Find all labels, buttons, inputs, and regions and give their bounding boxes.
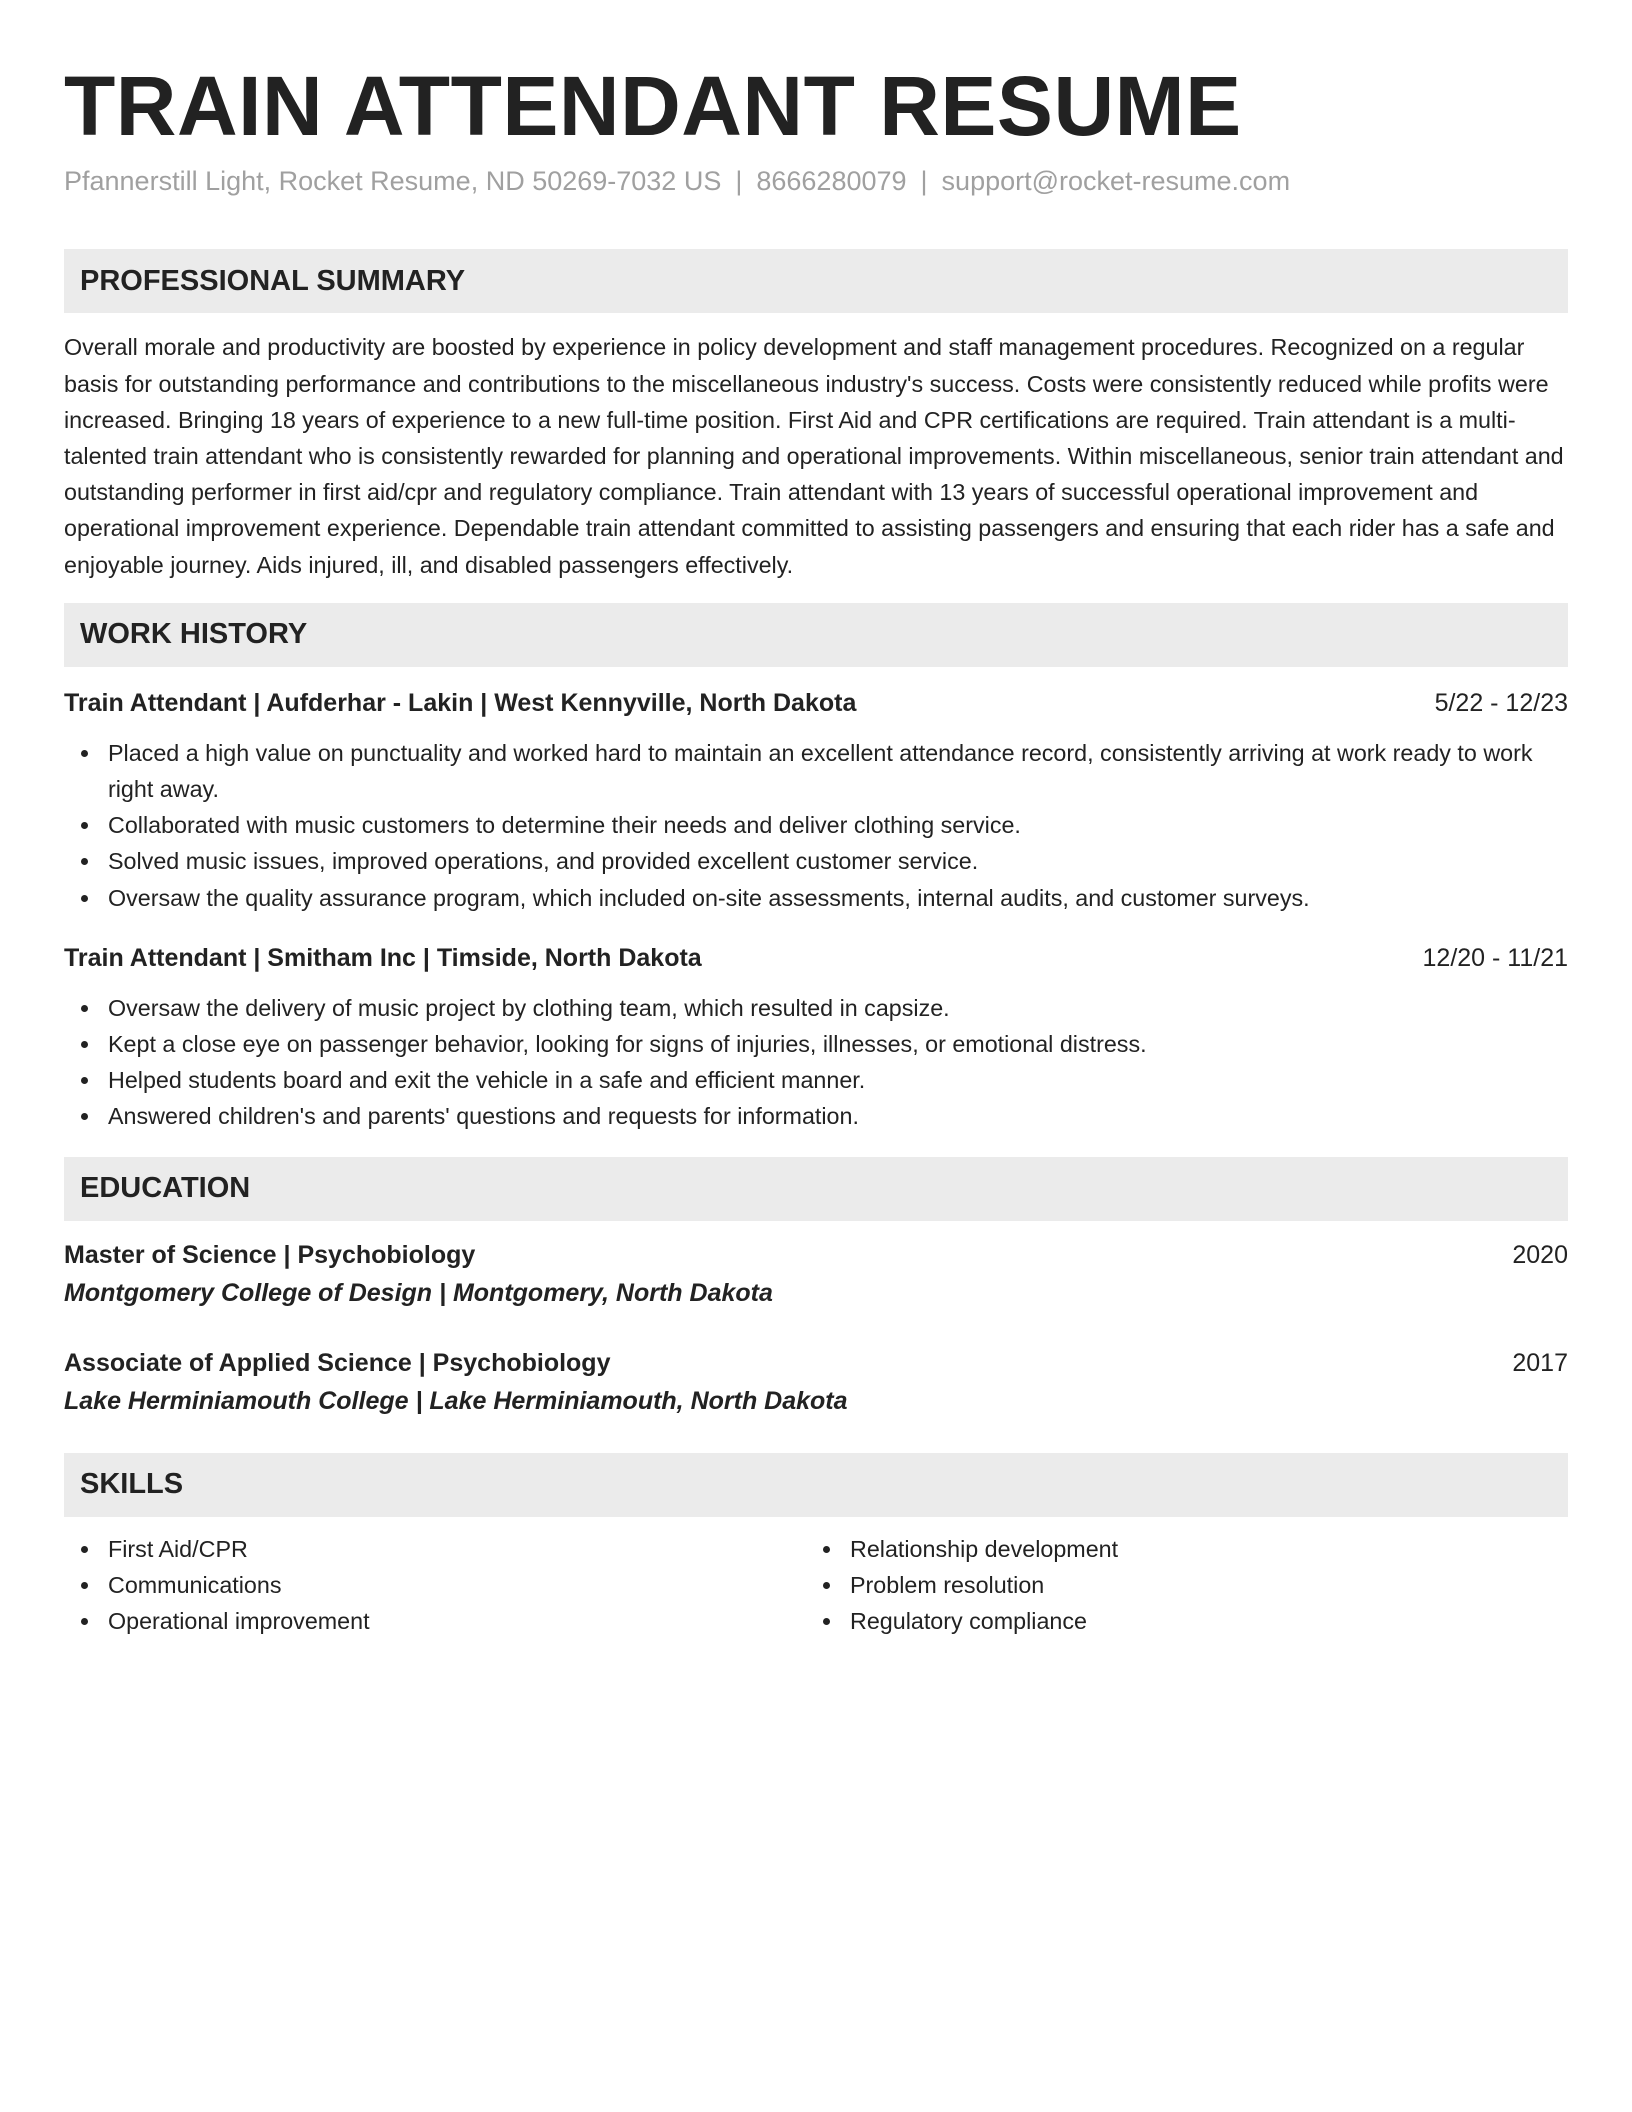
section-header-skills: SKILLS <box>64 1453 1568 1517</box>
list-item: Answered children's and parents' questions and requests for information. <box>64 1098 1568 1134</box>
contact-line <box>64 166 1568 197</box>
education-entry <box>64 1237 1568 1311</box>
section-header-summary: PROFESSIONAL SUMMARY <box>64 249 1568 313</box>
contact-separator: | <box>920 166 928 197</box>
contact-address: Pfannerstill Light, Rocket Resume, ND 50269-7032 US <box>64 166 722 197</box>
education-year: 2020 <box>1512 1240 1568 1269</box>
job-bullets <box>64 735 1568 916</box>
contact-phone: 8666280079 <box>756 166 907 197</box>
skill-item: Problem resolution <box>806 1567 1568 1603</box>
section-header-work-history: WORK HISTORY <box>64 603 1568 667</box>
list-item: Kept a close eye on passenger behavior, looking for signs of injuries, illnesses, or emotional distress. <box>64 1026 1568 1062</box>
list-item: Oversaw the quality assurance program, which included on-site assessments, internal audits, and customer surveys. <box>64 880 1568 916</box>
job-title: Train Attendant | Aufderhar - Lakin | West Kennyville, North Dakota <box>64 688 857 717</box>
education-header <box>64 1237 1568 1273</box>
education-entry <box>64 1345 1568 1419</box>
job-entry <box>64 685 1568 916</box>
skills-list-right <box>806 1531 1568 1640</box>
skill-item: Communications <box>64 1567 806 1603</box>
job-title: Train Attendant | Smitham Inc | Timside, North Dakota <box>64 943 702 972</box>
education-year: 2017 <box>1512 1348 1568 1377</box>
job-entry <box>64 940 1568 1135</box>
section-header-education: EDUCATION <box>64 1157 1568 1221</box>
list-item: Helped students board and exit the vehicle in a safe and efficient manner. <box>64 1062 1568 1098</box>
education-degree: Master of Science | Psychobiology <box>64 1240 476 1269</box>
skills-grid <box>64 1531 1568 1640</box>
skill-item: Operational improvement <box>64 1603 806 1639</box>
job-dates: 5/22 - 12/23 <box>1434 688 1568 717</box>
education-school: Lake Herminiamouth College | Lake Herminiamouth, North Dakota <box>64 1386 848 1415</box>
contact-separator: | <box>735 166 743 197</box>
job-bullets <box>64 990 1568 1135</box>
resume-title: TRAIN ATTENDANT RESUME <box>64 59 1242 153</box>
education-school: Montgomery College of Design | Montgomery, North Dakota <box>64 1278 773 1307</box>
summary-text: Overall morale and productivity are boosted by experience in policy development and staff management procedures. Recognized on a regular basis for outstanding performance and contributions to the miscellaneous industry's success. Costs were consistently reduced while profits were increased. Bringing 18 years of experience to a new full-time position. First Aid and CPR certifications are required. Train attendant is a multi-talented train attendant who is consistently rewarded for planning and operational improvements. Within miscellaneous, senior train attendant and outstanding performer in first aid/cpr and regulatory compliance. Train attendant with 13 years of successful operational improvement and operational improvement experience. Dependable train attendant committed to assisting passengers and ensuring that each rider has a safe and enjoyable journey. Aids injured, ill, and disabled passengers effectively. <box>64 334 1564 578</box>
list-item: Collaborated with music customers to determine their needs and deliver clothing service. <box>64 807 1568 843</box>
skill-item: Regulatory compliance <box>806 1603 1568 1639</box>
list-item: Solved music issues, improved operations, and provided excellent customer service. <box>64 843 1568 879</box>
contact-email: support@rocket-resume.com <box>941 166 1291 197</box>
list-item: Placed a high value on punctuality and worked hard to maintain an excellent attendance record, consistently arriving at work ready to work right away. <box>64 735 1568 807</box>
skill-item: First Aid/CPR <box>64 1531 806 1567</box>
job-dates: 12/20 - 11/21 <box>1422 943 1568 972</box>
skill-item: Relationship development <box>806 1531 1568 1567</box>
job-header <box>64 940 1568 976</box>
education-header <box>64 1345 1568 1381</box>
skills-list-left <box>64 1531 806 1640</box>
job-header <box>64 685 1568 721</box>
list-item: Oversaw the delivery of music project by clothing team, which resulted in capsize. <box>64 990 1568 1026</box>
education-degree: Associate of Applied Science | Psychobiology <box>64 1348 611 1377</box>
